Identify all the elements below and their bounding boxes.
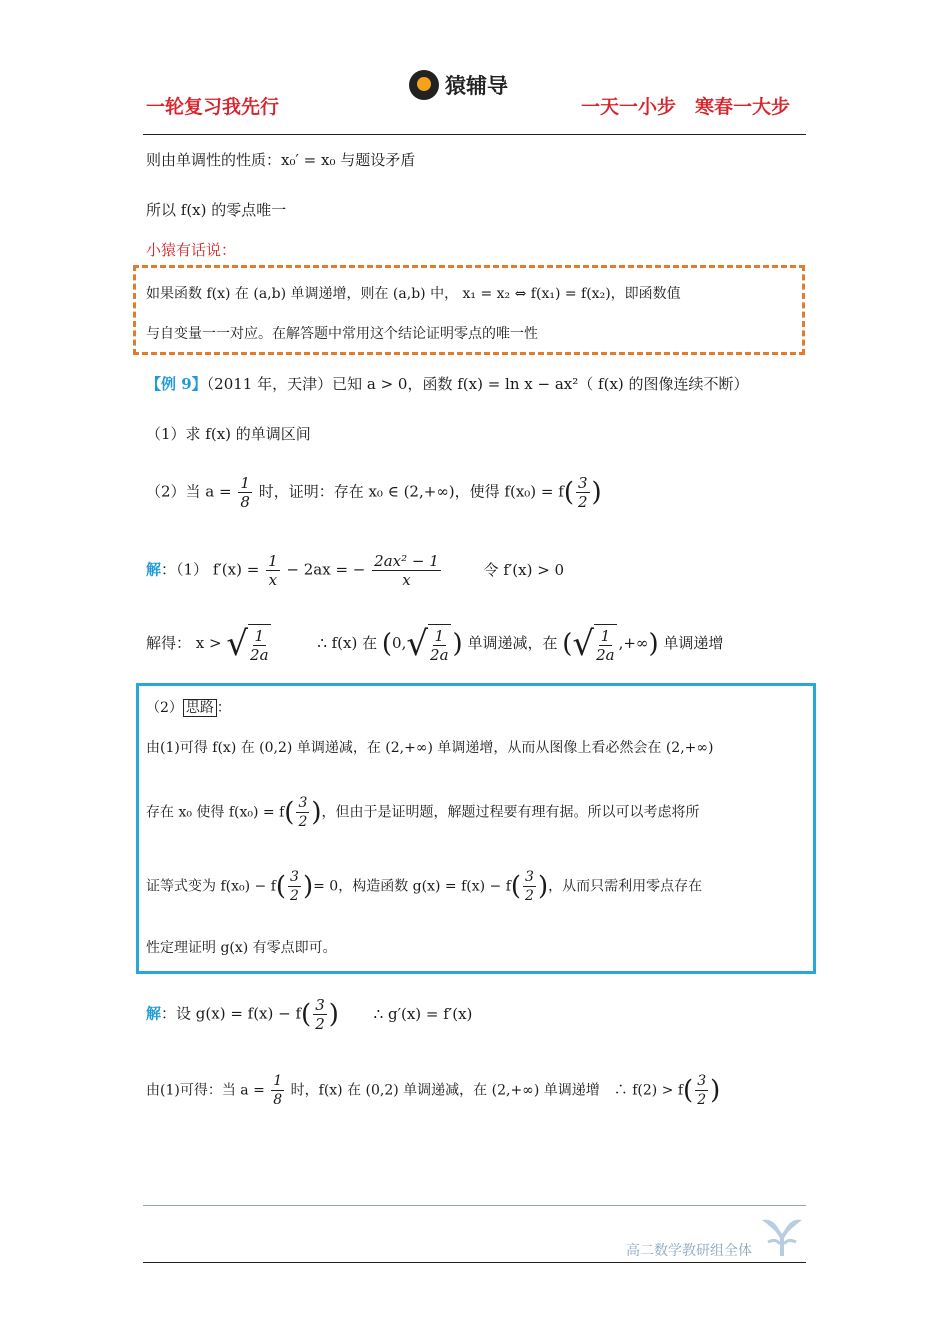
header-right-slogan: 一天一小步 寒春一大步 xyxy=(580,96,790,118)
sol2-prefix: 解得： x > xyxy=(146,634,222,652)
idea-l3c: ，从而只需利用零点存在 xyxy=(548,878,703,895)
interval-zero: 0, xyxy=(392,634,407,652)
idea-line-1: 由(1)可得 f(x) 在 (0,2) 单调递减，在 (2,+∞) 单调递增，从而从图像上看必然会在 (2,+∞) xyxy=(146,740,714,756)
sol4-frac xyxy=(271,1072,284,1109)
sol1-frac-a-num: 1 xyxy=(268,552,278,570)
idea-l2-frac xyxy=(296,794,309,831)
paren-close: ) xyxy=(591,477,602,508)
sol1-frac-b xyxy=(372,552,441,589)
sol4-open: ( xyxy=(683,1075,694,1106)
sqrt-frac-3-den: 2a xyxy=(596,646,615,664)
q2-frac-den: 8 xyxy=(240,493,250,511)
solution-1 xyxy=(146,552,564,589)
radical-sign: √ xyxy=(226,624,249,664)
interval-close: ) xyxy=(452,629,463,659)
sol1-cond: 令 f′(x) > 0 xyxy=(483,560,565,579)
sqrt-frac xyxy=(248,624,271,664)
sqrt-frac-2-num: 1 xyxy=(434,627,445,645)
header-divider xyxy=(143,134,806,135)
tip-line-2: 与自变量一一对应。在解答题中常用这个结论证明零点的唯一性 xyxy=(146,326,538,342)
tip-title: 小猿有话说： xyxy=(146,241,237,259)
sol1-frac-b-num: 2ax² − 1 xyxy=(374,552,439,570)
sol1-prefix: ：（1） f′(x) = xyxy=(161,560,260,579)
idea-l3a: 证等式变为 f(x₀) − f xyxy=(146,878,276,895)
sol4-frac2-den: 2 xyxy=(697,1092,707,1108)
sol2-sqrt-den: 2a xyxy=(250,646,269,664)
idea-l3-open2: ( xyxy=(510,871,522,902)
idea-label: 思路 xyxy=(183,699,217,717)
example-9 xyxy=(146,372,749,396)
idea-l2-frac-den: 2 xyxy=(298,814,308,830)
idea-line-4: 性定理证明 g(x) 有零点即可。 xyxy=(146,940,337,956)
sol4-frac2 xyxy=(695,1072,708,1109)
idea-l3-close2: ) xyxy=(537,871,549,902)
sqrt-expr-2 xyxy=(406,624,452,664)
tip-line-1: 如果函数 f(x) 在 (a,b) 单调递增，则在 (a,b) 中， x₁ = x₂ ⇔ f(x₁) = f(x₂)，即函数值 xyxy=(146,286,681,302)
idea-l2b: ，但由于是证明题，解题过程要有理有据。所以可以考虑将所 xyxy=(321,804,700,821)
interval2-inf: ,+∞ xyxy=(618,634,649,652)
footer-divider-bottom xyxy=(143,1262,806,1263)
sol2-sqrt-num: 1 xyxy=(254,627,265,645)
interval2-close: ) xyxy=(648,629,659,659)
solution-1b xyxy=(146,624,723,664)
sol1-frac-a-den: x xyxy=(268,571,278,589)
idea-l2a: 存在 x₀ 使得 f(x₀) = f xyxy=(146,804,285,821)
sol3-text: ：设 g(x) = f(x) − f xyxy=(161,1004,302,1023)
idea-l3-frac-num: 3 xyxy=(290,869,299,885)
sqrt-expr-3 xyxy=(572,624,618,664)
sol1-mid: − 2ax = − xyxy=(286,560,366,579)
radical-sign-2: √ xyxy=(406,624,429,664)
sqrt-frac-3 xyxy=(594,624,617,664)
q2-fraction xyxy=(238,474,252,511)
footer-org: 高二数学教研组全体 xyxy=(626,1243,752,1259)
sol3-open: ( xyxy=(301,999,312,1030)
sol3-tail: ∴ g′(x) = f′(x) xyxy=(373,1004,473,1023)
text-line-2: 所以 f(x) 的零点唯一 xyxy=(146,201,287,219)
sol2-mid: ∴ f(x) 在 xyxy=(317,634,378,652)
q2-frac-num: 1 xyxy=(240,474,250,492)
idea-l2-close: ) xyxy=(311,797,322,828)
idea-l3-frac2-den: 2 xyxy=(525,888,534,904)
idea-l2-frac-num: 3 xyxy=(298,795,308,811)
solution-3 xyxy=(146,996,472,1033)
idea-line-3 xyxy=(146,868,702,905)
sol2-dec: 单调递减，在 xyxy=(467,634,558,652)
sqrt-frac-2 xyxy=(428,624,451,664)
sqrt-frac-3-num: 1 xyxy=(600,627,611,645)
idea-l3-frac2 xyxy=(523,868,536,905)
sol4-frac-num: 1 xyxy=(273,1073,283,1089)
sol4-frac-den: 8 xyxy=(273,1092,283,1108)
idea-l3-close: ) xyxy=(302,871,314,902)
idea-l2-open: ( xyxy=(284,797,295,828)
sol3-frac-den: 2 xyxy=(315,1015,325,1033)
solution-label: 解 xyxy=(146,560,162,579)
interval-open: ( xyxy=(381,629,393,659)
idea-number: （2） xyxy=(146,700,183,716)
q2-frac2-num: 3 xyxy=(577,474,588,492)
idea-header xyxy=(146,696,231,720)
footer-divider-top xyxy=(143,1205,806,1206)
idea-l3-frac xyxy=(288,868,301,905)
q2-fraction-2 xyxy=(576,474,590,511)
q2-frac2-den: 2 xyxy=(577,493,588,511)
sol4-prefix: 由(1)可得：当 a = xyxy=(146,1082,265,1099)
sol1-frac-a xyxy=(266,552,280,589)
sol4-close: ) xyxy=(710,1075,721,1106)
question-2 xyxy=(146,474,602,511)
sol3-frac-num: 3 xyxy=(315,996,325,1014)
idea-l3-frac2-num: 3 xyxy=(525,869,534,885)
idea-l3-frac-den: 2 xyxy=(290,888,299,904)
text-line-1: 则由单调性的性质：x₀′ = x₀ 与题设矛盾 xyxy=(146,151,416,169)
solution-label-2: 解 xyxy=(146,1004,162,1023)
idea-l3b: = 0，构造函数 g(x) = f(x) − f xyxy=(313,878,511,895)
paren-open: ( xyxy=(563,477,574,508)
sqrt-expr-1 xyxy=(226,624,272,664)
q2-prefix: （2）当 a = xyxy=(146,482,232,501)
sol4-mid: 时，f(x) 在 (0,2) 单调递减，在 (2,+∞) 单调递增 ∴ f(2) > f xyxy=(290,1082,684,1099)
monkey-logo-icon xyxy=(409,70,439,100)
q2-suffix: 时，证明：存在 x₀ ∈ (2,+∞)，使得 f(x₀) = f xyxy=(258,482,564,501)
sol4-frac2-num: 3 xyxy=(697,1073,707,1089)
header-left-slogan: 一轮复习我先行 xyxy=(146,96,280,118)
idea-colon: ： xyxy=(216,700,231,716)
brand-name: 猿辅导 xyxy=(445,74,508,98)
example-label: 【例 9】 xyxy=(146,375,207,393)
example-text: （2011 年，天津）已知 a > 0，函数 f(x) = ln x − ax²（ f(x) 的图像连续不断） xyxy=(206,375,749,393)
idea-line-2 xyxy=(146,794,700,831)
sol2-inc: 单调递增 xyxy=(663,634,724,652)
footer-logo-icon xyxy=(758,1216,806,1260)
radical-sign-3: √ xyxy=(572,624,595,664)
idea-l3-open: ( xyxy=(275,871,287,902)
question-1: （1）求 f(x) 的单调区间 xyxy=(146,425,311,443)
sol3-frac xyxy=(313,996,327,1033)
interval2-open: ( xyxy=(562,629,573,659)
sol1-frac-b-den: x xyxy=(402,571,411,589)
sol3-close: ) xyxy=(328,999,339,1030)
brand-logo xyxy=(409,70,508,100)
sqrt-frac-2-den: 2a xyxy=(430,646,449,664)
solution-4 xyxy=(146,1072,720,1109)
